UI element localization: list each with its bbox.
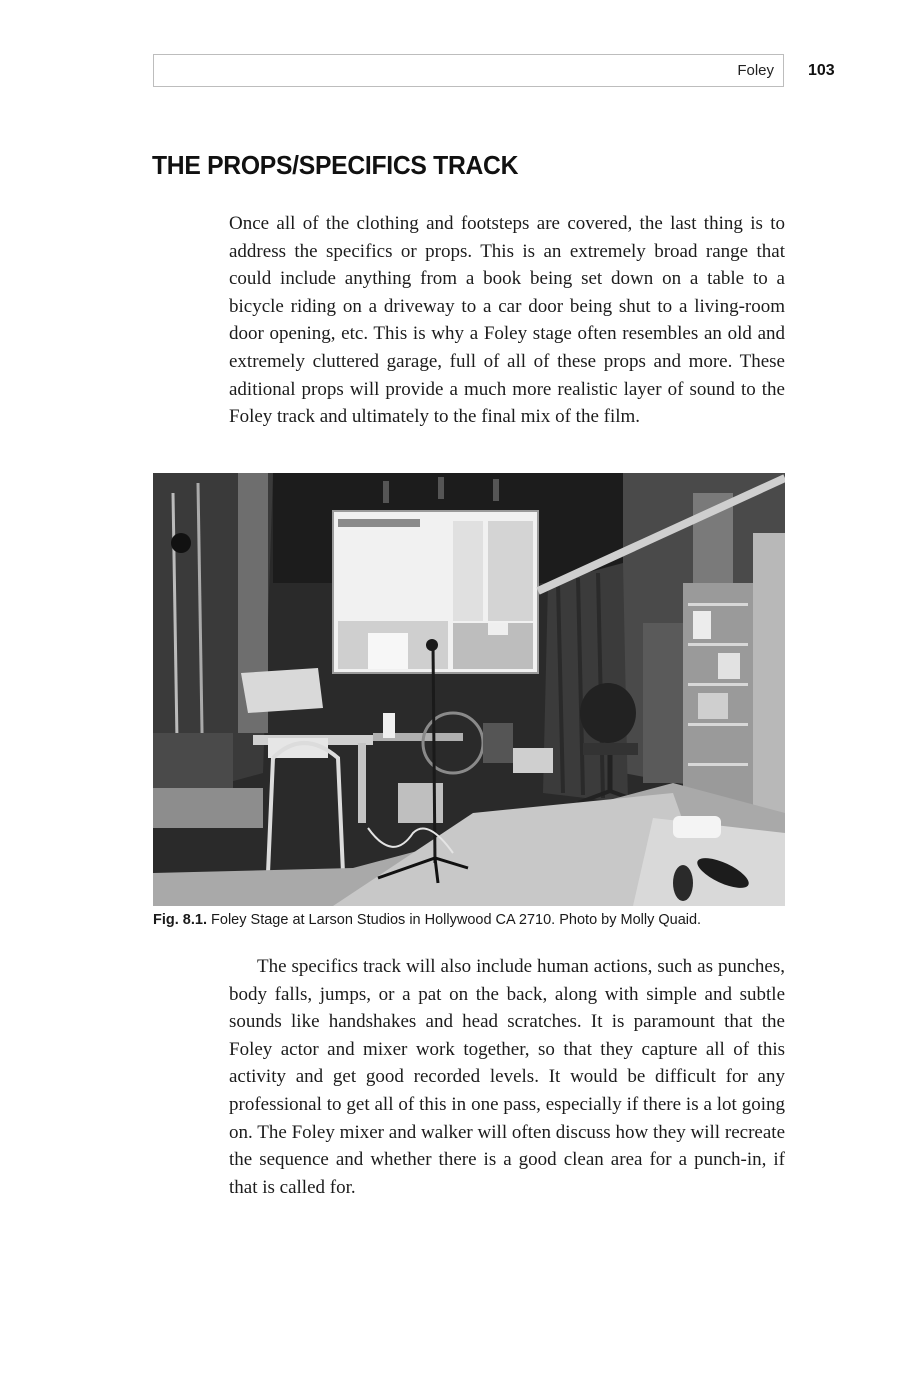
foley-stage-photo — [153, 473, 785, 906]
body-paragraph-2: The specifics track will also include human actions, such as punches, body falls, jumps, or a pat on the back, along with simple and subtle sounds like handshakes and head scratches. It is paramount that the Foley actor and mixer work together, so that they capture all of this activity and get good recorded levels. It would be difficult for any professional to get all of this in one pass, especially if there is a lot going on. The Foley mixer and walker will often discuss how they will recreate the sequence and whether there is a good clean area for a punch-in, if that is called for. — [229, 956, 785, 1198]
page-number: 103 — [808, 62, 835, 79]
figure-photo — [153, 473, 785, 906]
figure-label: Fig. 8.1. — [153, 912, 207, 928]
running-head-section: Foley — [737, 62, 774, 79]
running-head — [153, 54, 784, 87]
section-heading: THE PROPS/SPECIFICS TRACK — [152, 150, 519, 180]
figure-caption — [153, 912, 803, 928]
figure-caption-text: Foley Stage at Larson Studios in Hollywood CA 2710. Photo by Molly Quaid. — [211, 912, 702, 928]
body-paragraph-1: Once all of the clothing and footsteps are covered, the last thing is to address the specifics or props. This is an extremely broad range that could include anything from a book being set down on a table to a bicycle riding on a driveway to a car door being shut to a living-room door opening, etc. This is why a Foley stage often resembles an old and extremely cluttered garage, full of all of these props and more. These aditional props will provide a much more realistic layer of sound to the Foley track and ultimately to the final mix of the film. — [229, 213, 785, 428]
